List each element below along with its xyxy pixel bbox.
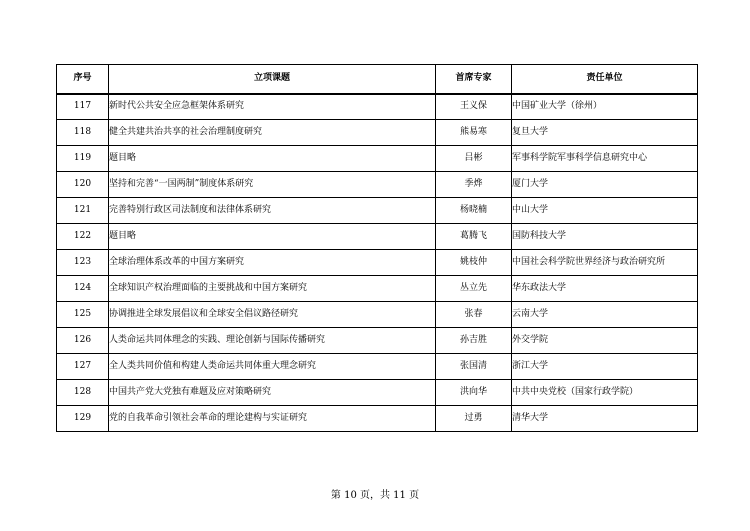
cell-num: 120 <box>57 172 109 198</box>
cell-title: 全人类共同价值和构建人类命运共同体重大理念研究 <box>109 354 436 380</box>
page-number-footer: 第 10 页，共 11 页 <box>330 490 420 501</box>
cell-num: 126 <box>57 328 109 354</box>
cell-num: 129 <box>57 406 109 432</box>
header-expert: 首席专家 <box>436 65 512 94</box>
table-header-row <box>57 65 698 94</box>
cell-expert: 熊易寒 <box>436 120 512 146</box>
cell-title: 协调推进全球发展倡议和全球安全倡议路径研究 <box>109 302 436 328</box>
cell-unit: 中山大学 <box>512 198 698 224</box>
cell-num: 125 <box>57 302 109 328</box>
cell-num: 128 <box>57 380 109 406</box>
cell-expert: 张国清 <box>436 354 512 380</box>
cell-unit: 复旦大学 <box>512 120 698 146</box>
cell-expert: 季烨 <box>436 172 512 198</box>
table-row <box>57 94 698 120</box>
table-row <box>57 276 698 302</box>
cell-num: 118 <box>57 120 109 146</box>
cell-unit: 浙江大学 <box>512 354 698 380</box>
cell-num: 117 <box>57 94 109 120</box>
cell-unit: 云南大学 <box>512 302 698 328</box>
cell-unit: 外交学院 <box>512 328 698 354</box>
cell-title: 人类命运共同体理念的实践、理论创新与国际传播研究 <box>109 328 436 354</box>
table-row <box>57 172 698 198</box>
cell-title: 完善特别行政区司法制度和法律体系研究 <box>109 198 436 224</box>
cell-expert: 王义保 <box>436 94 512 120</box>
table-row <box>57 380 698 406</box>
cell-expert: 张春 <box>436 302 512 328</box>
cell-expert: 过勇 <box>436 406 512 432</box>
cell-expert: 孙吉胜 <box>436 328 512 354</box>
cell-unit: 军事科学院军事科学信息研究中心 <box>512 146 698 172</box>
cell-unit: 厦门大学 <box>512 172 698 198</box>
cell-title: 中国共产党大党独有难题及应对策略研究 <box>109 380 436 406</box>
cell-title: 题目略 <box>109 224 436 250</box>
header-title: 立项课题 <box>109 65 436 94</box>
cell-num: 123 <box>57 250 109 276</box>
cell-title: 全球知识产权治理面临的主要挑战和中国方案研究 <box>109 276 436 302</box>
table-row <box>57 354 698 380</box>
cell-expert: 葛腾飞 <box>436 224 512 250</box>
cell-unit: 华东政法大学 <box>512 276 698 302</box>
cell-title: 题目略 <box>109 146 436 172</box>
cell-unit: 中国社会科学院世界经济与政治研究所 <box>512 250 698 276</box>
cell-unit: 中共中央党校（国家行政学院） <box>512 380 698 406</box>
cell-expert: 丛立先 <box>436 276 512 302</box>
table-row <box>57 328 698 354</box>
cell-num: 127 <box>57 354 109 380</box>
cell-unit: 国防科技大学 <box>512 224 698 250</box>
table-row <box>57 406 698 432</box>
cell-expert: 洪向华 <box>436 380 512 406</box>
cell-num: 121 <box>57 198 109 224</box>
table-row <box>57 146 698 172</box>
header-num: 序号 <box>57 65 109 94</box>
cell-num: 119 <box>57 146 109 172</box>
cell-title: 健全共建共治共享的社会治理制度研究 <box>109 120 436 146</box>
cell-expert: 姚枝仲 <box>436 250 512 276</box>
cell-title: 党的自我革命引领社会革命的理论建构与实证研究 <box>109 406 436 432</box>
table-row <box>57 250 698 276</box>
table-row <box>57 120 698 146</box>
cell-num: 124 <box>57 276 109 302</box>
header-unit: 责任单位 <box>512 65 698 94</box>
cell-unit: 清华大学 <box>512 406 698 432</box>
cell-title: 全球治理体系改革的中国方案研究 <box>109 250 436 276</box>
cell-num: 122 <box>57 224 109 250</box>
project-table <box>56 64 698 432</box>
cell-expert: 吕彬 <box>436 146 512 172</box>
cell-title: 新时代公共安全应急框架体系研究 <box>109 94 436 120</box>
table-row <box>57 224 698 250</box>
cell-unit: 中国矿业大学（徐州） <box>512 94 698 120</box>
cell-expert: 杨晓楠 <box>436 198 512 224</box>
table-row <box>57 198 698 224</box>
table-row <box>57 302 698 328</box>
cell-title: 坚持和完善“一国两制”制度体系研究 <box>109 172 436 198</box>
